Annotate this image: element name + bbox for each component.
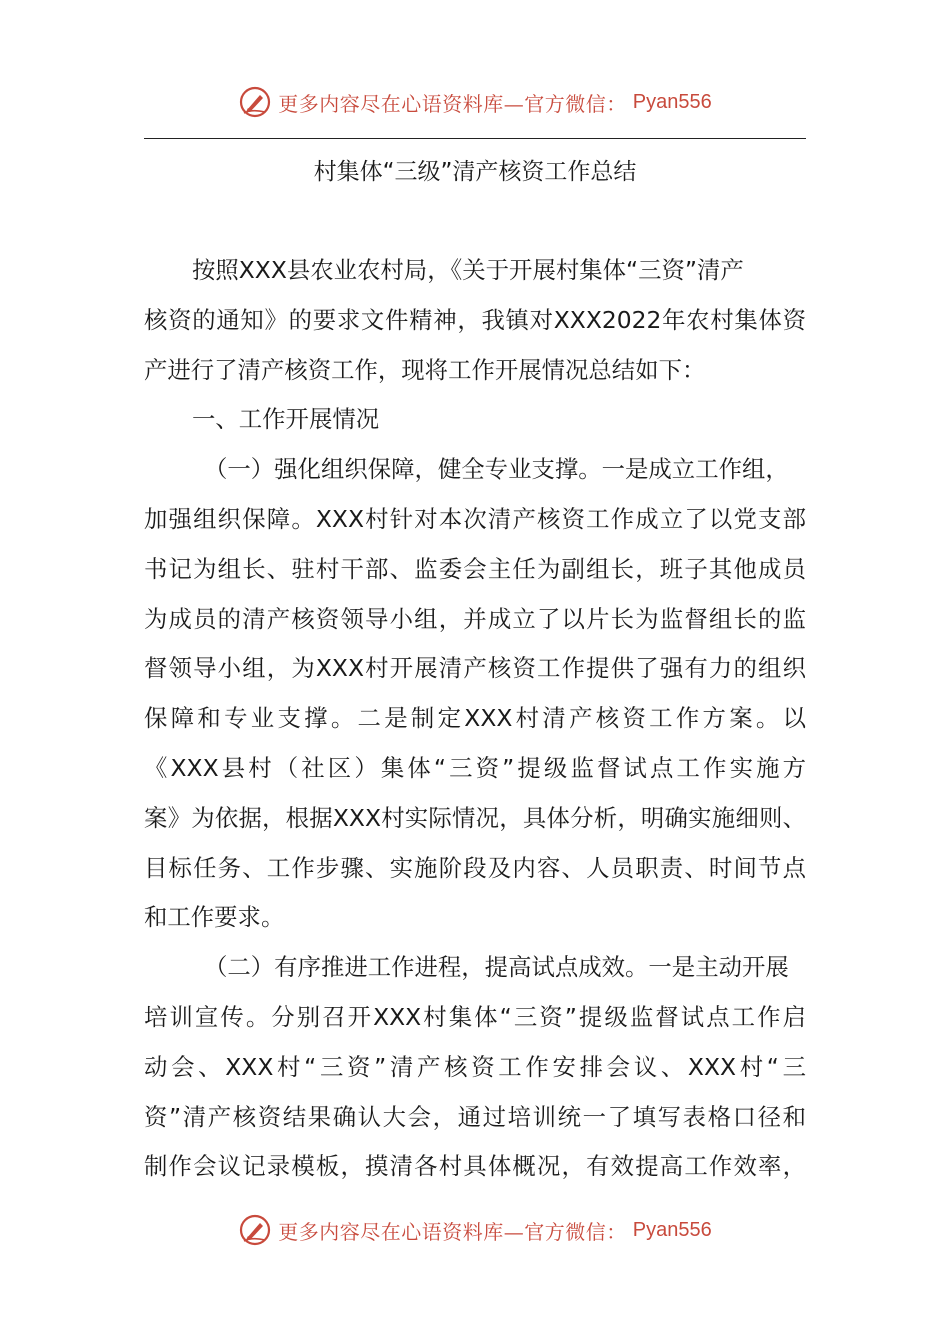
body-line: 《XXX县村（社区）集体“三资”提级监督试点工作实施方 xyxy=(144,753,806,782)
body-line: 资”清产核资结果确认大会，通过培训统一了填写表格口径和 xyxy=(144,1102,806,1131)
watermark-id: Pyan556 xyxy=(632,1218,712,1241)
watermark-banner-bottom xyxy=(0,1208,950,1252)
pen-seal-icon xyxy=(238,1213,272,1247)
body-line: 书记为组长、驻村干部、监委会主任为副组长，班子其他成员 xyxy=(144,554,806,583)
document-body xyxy=(144,246,806,1192)
body-line: 加强组织保障。XXX村针对本次清产核资工作成立了以党支部 xyxy=(144,504,806,533)
body-line: （一）强化组织保障，健全专业支撑。一是成立工作组， xyxy=(204,455,789,484)
body-line: 按照XXX县农业农村局，《关于开展村集体“三资”清产 xyxy=(192,256,744,284)
section-heading: 一、工作开展情况 xyxy=(192,405,380,434)
body-line: 案》为依据，根据XXX村实际情况，具体分析，明确实施细则、 xyxy=(144,803,806,832)
document-title: 村集体“三级”清产核资工作总结 xyxy=(313,159,637,185)
body-line: 制作会议记录模板，摸清各村具体概况，有效提高工作效率， xyxy=(144,1152,806,1181)
watermark-text: 更多内容尽在心语资料库—官方微信： xyxy=(278,1219,627,1244)
body-line: 为成员的清产核资领导小组，并成立了以片长为监督组长的监 xyxy=(144,604,806,633)
body-line: 目标任务、工作步骤、实施阶段及内容、人员职责、时间节点 xyxy=(144,853,806,882)
header-rule xyxy=(144,138,806,139)
watermark-banner-top xyxy=(0,80,950,124)
watermark-text: 更多内容尽在心语资料库—官方微信： xyxy=(278,91,627,116)
body-line: 和工作要求。 xyxy=(144,903,285,932)
watermark-id: Pyan556 xyxy=(632,90,712,113)
body-line: 动会、XXX村“三资”清产核资工作安排会议、XXX村“三 xyxy=(144,1052,806,1081)
body-line: 保障和专业支撑。二是制定XXX村清产核资工作方案。以 xyxy=(144,704,806,733)
pen-seal-icon xyxy=(238,85,272,119)
body-line: 培训宣传。分别召开XXX村集体“三资”提级监督试点工作启 xyxy=(144,1002,806,1031)
body-line: 核资的通知》的要求文件精神，我镇对XXX2022年农村集体资 xyxy=(144,305,806,334)
body-line: （二）有序推进工作进程，提高试点成效。一是主动开展 xyxy=(204,953,789,982)
body-line: 产进行了清产核资工作，现将工作开展情况总结如下： xyxy=(144,355,706,384)
body-line: 督领导小组，为XXX村开展清产核资工作提供了强有力的组织 xyxy=(144,654,806,683)
